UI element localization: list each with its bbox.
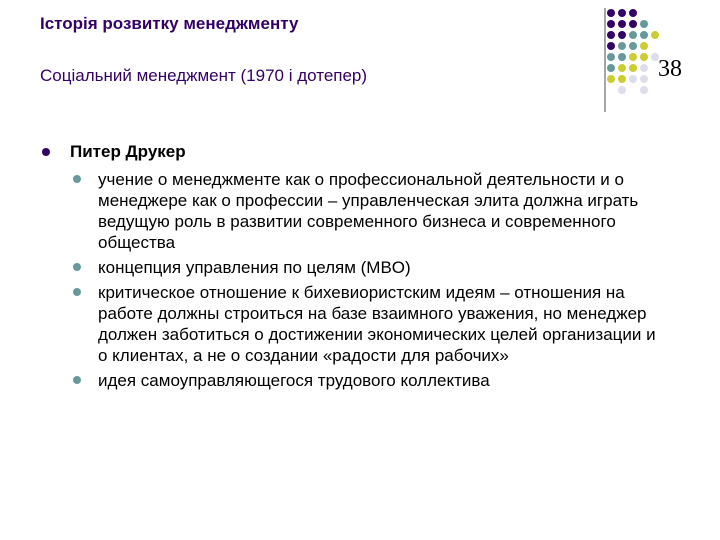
decor-dot <box>607 53 615 61</box>
decor-dot <box>629 20 637 28</box>
slide-number: 38 <box>658 56 682 82</box>
decor-dot <box>618 31 626 39</box>
decor-dot <box>618 9 626 17</box>
decor-dot <box>629 9 637 17</box>
decor-dot <box>607 31 615 39</box>
slide-content <box>42 142 682 395</box>
decor-dot <box>629 75 637 83</box>
bullet-item-main <box>42 142 682 162</box>
decor-dot <box>607 42 615 50</box>
decor-dot <box>618 64 626 72</box>
decor-dot <box>651 31 659 39</box>
bullet-text: Питер Друкер <box>70 142 186 161</box>
bullet-dot-icon <box>73 263 81 271</box>
sub-bullet-item <box>70 282 658 366</box>
slide-title: Історія розвитку менеджменту <box>40 14 299 33</box>
decor-dot <box>618 42 626 50</box>
sub-bullet-text: концепция управления по целям (MBO) <box>98 258 411 277</box>
decor-dot <box>607 20 615 28</box>
bullet-dot-icon <box>73 376 81 384</box>
decor-dot <box>640 20 648 28</box>
sub-bullet-text: критическое отношение к бихевиористским идеям – отношения на работе должны строиться на базе взаимного уважения, но менеджер должен заботиться о достижении экономических целей организации и о клиентах, а не о создании «радости для рабочих» <box>98 283 656 365</box>
decor-dot <box>618 20 626 28</box>
sub-bullet-item <box>70 257 658 278</box>
decor-dot <box>629 42 637 50</box>
decor-dot <box>607 64 615 72</box>
decor-dot <box>629 53 637 61</box>
decorative-divider <box>604 8 606 112</box>
decor-dot <box>640 86 648 94</box>
sub-bullet-item <box>70 169 658 253</box>
decor-dot <box>640 31 648 39</box>
decor-dot <box>607 75 615 83</box>
sub-bullet-text: идея самоуправляющегося трудового коллектива <box>98 371 490 390</box>
sub-bullet-text: учение о менеджменте как о профессиональной деятельности и о менеджере как о профессии – управленческая элита должна играть ведущую роль в развитии современного бизнеса и современного общества <box>98 170 639 252</box>
sub-bullet-item <box>70 370 658 391</box>
decor-dot <box>629 64 637 72</box>
decor-dot <box>640 42 648 50</box>
decor-dot <box>618 75 626 83</box>
decor-dot <box>640 75 648 83</box>
decor-dot <box>618 86 626 94</box>
bullet-dot-icon <box>73 175 81 183</box>
decor-dot <box>618 53 626 61</box>
decor-dot <box>629 31 637 39</box>
decor-dot <box>640 64 648 72</box>
decor-dot <box>640 53 648 61</box>
slide-subtitle: Соціальний менеджмент (1970 і дотепер) <box>40 66 368 85</box>
bullet-dot-icon <box>42 148 50 156</box>
bullet-dot-icon <box>73 288 81 296</box>
decor-dot <box>607 9 615 17</box>
